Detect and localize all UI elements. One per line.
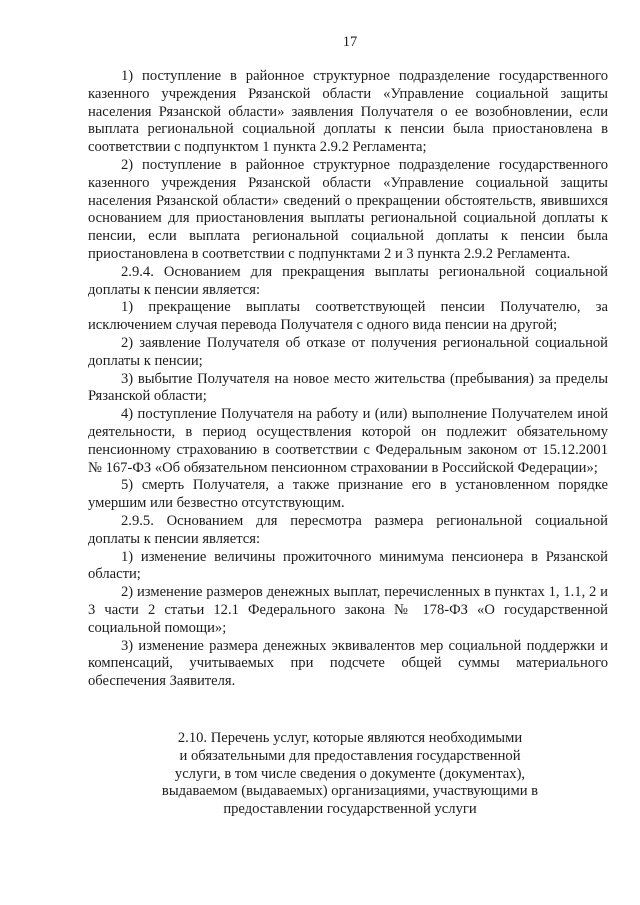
heading-line: услуги, в том числе сведения о документе (документах), — [174, 765, 526, 782]
paragraph-2-9-4-intro: 2.9.4. Основанием для прекращения выплаты региональной социальной доплаты к пенсии является: — [88, 263, 608, 298]
heading-line: предоставлении государственной услуги — [223, 801, 477, 818]
document-body — [88, 68, 608, 691]
heading-line: выдаваемом (выдаваемых) организациями, участвующими в — [161, 783, 539, 800]
paragraph-termination-item-5: 5) смерть Получателя, а также признание его в установленном порядке умершим или безвестно отсутствующим. — [88, 477, 608, 512]
paragraph-resumption-item-2: 2) поступление в районное структурное подразделение государственного казенного учреждения Рязанской области «Управление социальной защиты населения Рязанской области» сведений о прекращении обстоятельств, явившихся основанием для приостановления выплаты региональной социальной доплаты к пенсии, если выплата региональной социальной доплаты к пенсии была приостановлена в соответствии с подпунктами 2 и 3 пункта 2.9.2 Регламента. — [88, 156, 608, 262]
paragraph-revision-item-2: 2) изменение размеров денежных выплат, перечисленных в пунктах 1, 1.1, 2 и 3 части 2 статьи 12.1 Федерального закона № 178-ФЗ «О государственной социальной помощи»; — [88, 584, 608, 636]
paragraph-termination-item-2: 2) заявление Получателя об отказе от получения региональной социальной доплаты к пенсии; — [88, 334, 608, 369]
paragraph-2-9-5-intro: 2.9.5. Основанием для пересмотра размера региональной социальной доплаты к пенсии является: — [88, 512, 608, 547]
paragraph-revision-item-1: 1) изменение величины прожиточного минимума пенсионера в Рязанской области; — [88, 548, 608, 583]
paragraph-revision-item-3: 3) изменение размера денежных эквивалентов мер социальной поддержки и компенсаций, учитываемых при подсчете общей суммы материального обеспечения Заявителя. — [88, 637, 608, 690]
section-heading-2-10 — [130, 730, 570, 819]
page-number: 17 — [342, 34, 358, 50]
heading-line: и обязательными для предоставления государственной — [179, 747, 521, 764]
paragraph-termination-item-4: 4) поступление Получателя на работу и (или) выполнение Получателем иной деятельности, в период осуществления которой он подлежит обязательному пенсионному страхованию в соответствии с Федеральным законом от 15.12.2001 № 167-ФЗ «Об обязательном пенсионном страховании в Российской Федерации»; — [88, 406, 608, 476]
heading-line: 2.10. Перечень услуг, которые являются необходимыми — [177, 730, 523, 746]
paragraph-termination-item-3: 3) выбытие Получателя на новое место жительства (пребывания) за пределы Рязанской области; — [88, 370, 608, 405]
paragraph-resumption-item-1: 1) поступление в районное структурное подразделение государственного казенного учреждения Рязанской области «Управление социальной защиты населения Рязанской области» заявления Получателя о ее возобновлении, если выплата региональной социальной доплаты к пенсии была приостановлена в соответствии с подпунктом 1 пункта 2.9.2 Регламента; — [88, 68, 608, 156]
paragraph-termination-item-1: 1) прекращение выплаты соответствующей пенсии Получателю, за исключением случая перевода Получателя с одного вида пенсии на другой; — [88, 299, 608, 334]
